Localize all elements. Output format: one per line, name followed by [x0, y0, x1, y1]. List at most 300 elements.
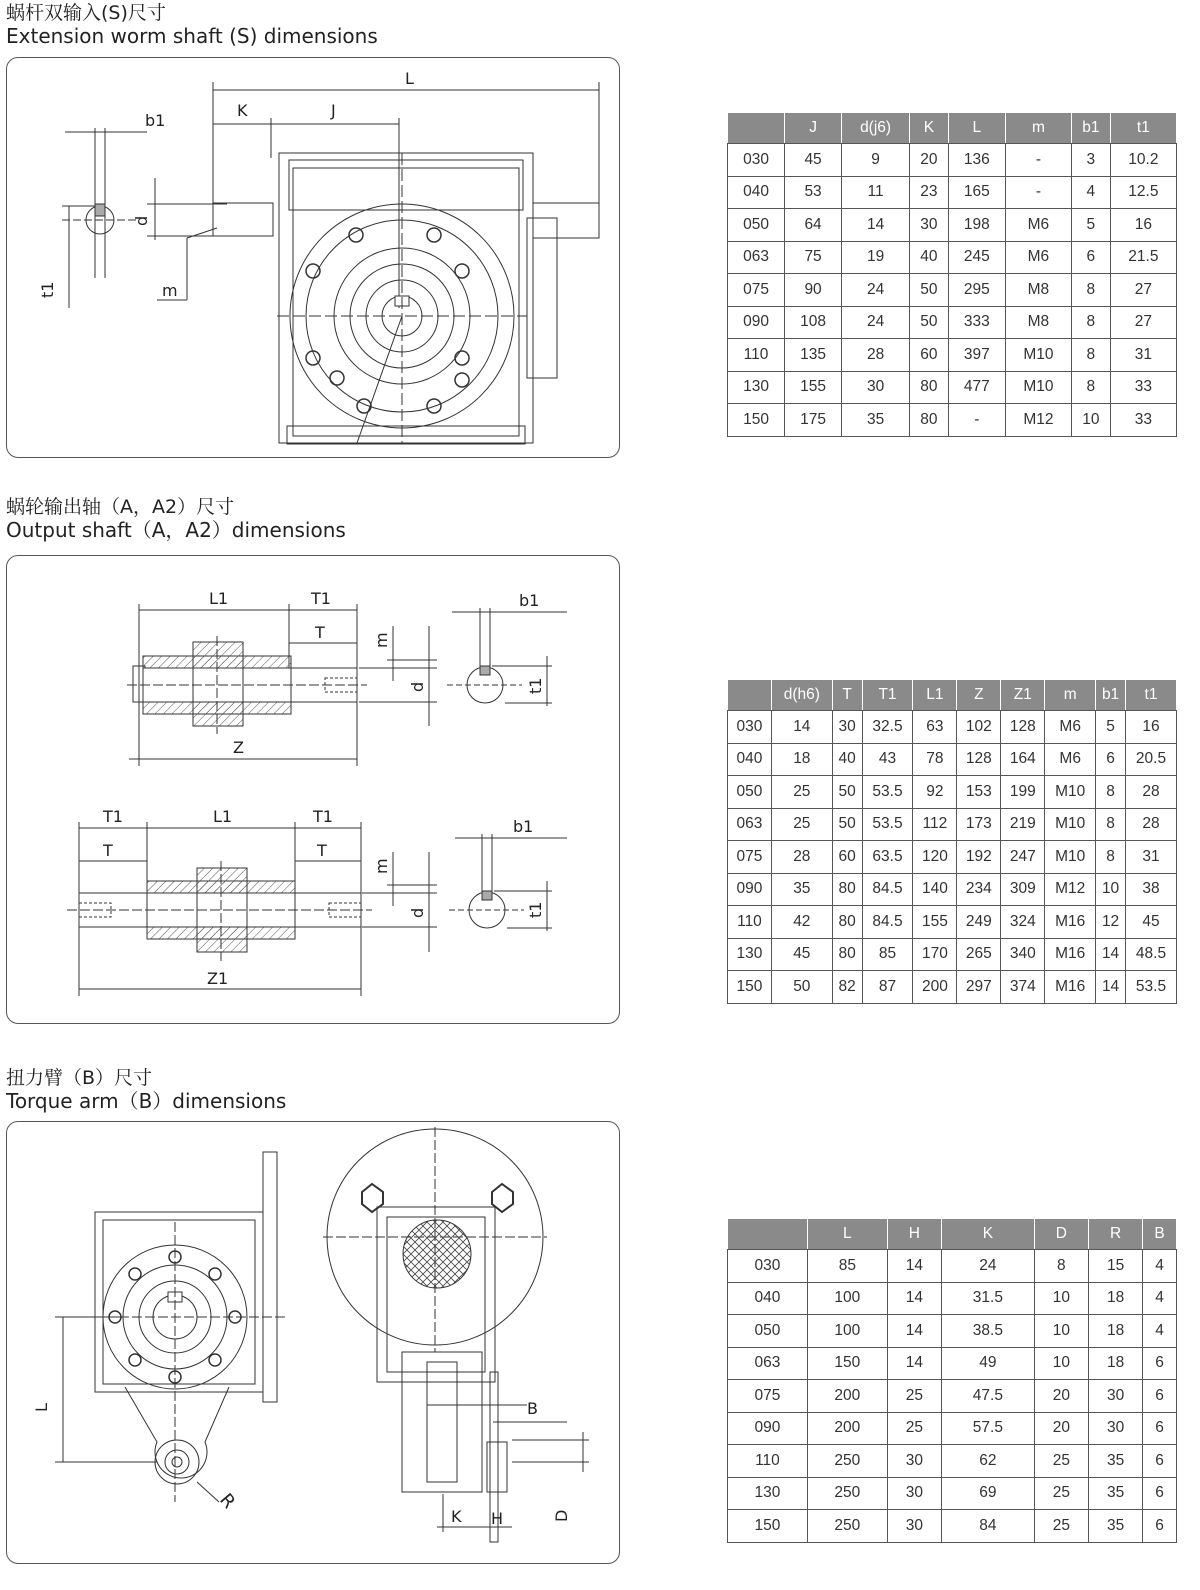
value-cell: 397 — [948, 339, 1005, 372]
value-cell: 173 — [957, 808, 1001, 841]
label-d: d — [132, 215, 151, 226]
dimension-table-b — [727, 1218, 1177, 1543]
header-cell: Z — [957, 680, 1001, 711]
value-cell: 247 — [1001, 841, 1045, 874]
value-cell: 20 — [1034, 1412, 1088, 1445]
table-row — [728, 971, 1177, 1004]
table-row — [728, 1412, 1177, 1445]
value-cell: 155 — [913, 906, 957, 939]
value-cell: 84.5 — [862, 873, 913, 906]
table-row — [728, 1315, 1177, 1348]
size-cell: 030 — [728, 711, 772, 744]
value-cell: 50 — [910, 306, 949, 339]
value-cell: 69 — [942, 1477, 1035, 1510]
table-row — [728, 1477, 1177, 1510]
size-cell: 130 — [728, 938, 772, 971]
size-cell: 063 — [728, 1347, 808, 1380]
value-cell: 14 — [1096, 971, 1126, 1004]
value-cell: 155 — [785, 371, 842, 404]
label-B: B — [527, 1399, 538, 1418]
value-cell: 53.5 — [1125, 971, 1176, 1004]
value-cell: 150 — [807, 1347, 887, 1380]
size-cell: 150 — [728, 1510, 808, 1543]
value-cell: M10 — [1005, 371, 1071, 404]
table-row — [728, 339, 1177, 372]
value-cell: 12.5 — [1110, 176, 1176, 209]
output-shaft-drawing — [7, 556, 620, 1024]
value-cell: 11 — [842, 176, 910, 209]
value-cell: 80 — [832, 938, 862, 971]
header-cell: t1 — [1125, 680, 1176, 711]
value-cell: 28 — [771, 841, 832, 874]
value-cell: 57.5 — [942, 1412, 1035, 1445]
value-cell: M6 — [1045, 711, 1096, 744]
label-b1: b1 — [519, 591, 540, 610]
size-cell: 050 — [728, 209, 785, 242]
table-row — [728, 743, 1177, 776]
value-cell: 64 — [785, 209, 842, 242]
label-T: T — [315, 623, 325, 642]
value-cell: 100 — [807, 1282, 887, 1315]
value-cell: 10 — [1071, 404, 1110, 437]
value-cell: 340 — [1001, 938, 1045, 971]
value-cell: 6 — [1143, 1477, 1177, 1510]
value-cell: 135 — [785, 339, 842, 372]
value-cell: - — [1005, 144, 1071, 177]
value-cell: 30 — [1088, 1412, 1142, 1445]
value-cell: 45 — [1125, 906, 1176, 939]
value-cell: 63 — [913, 711, 957, 744]
value-cell: 82 — [832, 971, 862, 1004]
drawing-panel-a — [6, 555, 620, 1024]
value-cell: 53.5 — [862, 776, 913, 809]
value-cell: 8 — [1096, 776, 1126, 809]
table-row — [728, 873, 1177, 906]
value-cell: 62 — [942, 1445, 1035, 1478]
value-cell: 45 — [771, 938, 832, 971]
value-cell: 250 — [807, 1510, 887, 1543]
value-cell: M6 — [1005, 241, 1071, 274]
value-cell: M16 — [1045, 971, 1096, 1004]
value-cell: 48.5 — [1125, 938, 1176, 971]
value-cell: 6 — [1143, 1445, 1177, 1478]
size-cell: 040 — [728, 176, 785, 209]
value-cell: 32.5 — [862, 711, 913, 744]
table-row — [728, 776, 1177, 809]
size-cell: 063 — [728, 808, 772, 841]
value-cell: 21.5 — [1110, 241, 1176, 274]
value-cell: 12 — [1096, 906, 1126, 939]
label-J: J — [331, 101, 336, 120]
section-title-en: Extension worm shaft (S) dimensions — [6, 24, 378, 48]
value-cell: 165 — [948, 176, 1005, 209]
section-title-en: Output shaft（A，A2）dimensions — [6, 518, 346, 542]
value-cell: 24 — [842, 274, 910, 307]
table-row — [728, 1282, 1177, 1315]
value-cell: 30 — [887, 1445, 941, 1478]
header-cell: b1 — [1096, 680, 1126, 711]
value-cell: 87 — [862, 971, 913, 1004]
label-T1: T1 — [311, 589, 331, 608]
value-cell: 45 — [785, 144, 842, 177]
value-cell: 63.5 — [862, 841, 913, 874]
table-row — [728, 1250, 1177, 1283]
value-cell: 200 — [807, 1412, 887, 1445]
value-cell: 50 — [832, 776, 862, 809]
table-header-row — [728, 113, 1177, 144]
section-title-cn: 蜗杆双输入(S)尺寸 — [6, 2, 166, 24]
value-cell: 19 — [842, 241, 910, 274]
value-cell: 18 — [1088, 1347, 1142, 1380]
value-cell: M10 — [1045, 808, 1096, 841]
value-cell: 10 — [1034, 1347, 1088, 1380]
label-L: L — [32, 1403, 51, 1412]
value-cell: 234 — [957, 873, 1001, 906]
value-cell: 47.5 — [942, 1380, 1035, 1413]
value-cell: 42 — [771, 906, 832, 939]
label-m-lower: m — [372, 858, 391, 874]
header-cell: t1 — [1110, 113, 1176, 144]
value-cell: 140 — [913, 873, 957, 906]
label-D: D — [552, 1509, 571, 1522]
value-cell: 324 — [1001, 906, 1045, 939]
label-Z: Z — [233, 738, 244, 757]
value-cell: 27 — [1110, 306, 1176, 339]
header-cell: K — [910, 113, 949, 144]
table-row — [728, 906, 1177, 939]
header-cell: T — [832, 680, 862, 711]
value-cell: 40 — [910, 241, 949, 274]
value-cell: 80 — [910, 404, 949, 437]
value-cell: 100 — [807, 1315, 887, 1348]
value-cell: 75 — [785, 241, 842, 274]
header-cell-size — [728, 680, 772, 711]
value-cell: 60 — [832, 841, 862, 874]
value-cell: 50 — [910, 274, 949, 307]
value-cell: 8 — [1096, 841, 1126, 874]
value-cell: 49 — [942, 1347, 1035, 1380]
table-header-row — [728, 680, 1177, 711]
value-cell: 31 — [1125, 841, 1176, 874]
header-cell: R — [1088, 1219, 1142, 1250]
value-cell: 30 — [832, 711, 862, 744]
header-cell: m — [1045, 680, 1096, 711]
value-cell: 164 — [1001, 743, 1045, 776]
value-cell: 297 — [957, 971, 1001, 1004]
label-L: L — [405, 69, 414, 88]
size-cell: 110 — [728, 906, 772, 939]
value-cell: 25 — [887, 1412, 941, 1445]
value-cell: 175 — [785, 404, 842, 437]
header-cell: J — [785, 113, 842, 144]
size-cell: 075 — [728, 1380, 808, 1413]
value-cell: 4 — [1071, 176, 1110, 209]
size-cell: 150 — [728, 971, 772, 1004]
value-cell: 24 — [842, 306, 910, 339]
value-cell: 25 — [887, 1380, 941, 1413]
value-cell: 20 — [1034, 1380, 1088, 1413]
value-cell: 25 — [1034, 1477, 1088, 1510]
table-row — [728, 1510, 1177, 1543]
value-cell: 30 — [887, 1510, 941, 1543]
size-cell: 110 — [728, 339, 785, 372]
value-cell: 8 — [1071, 371, 1110, 404]
label-L1-lower: L1 — [213, 807, 233, 826]
label-T-right: T — [317, 841, 327, 860]
value-cell: 80 — [910, 371, 949, 404]
header-cell: D — [1034, 1219, 1088, 1250]
value-cell: 25 — [1034, 1510, 1088, 1543]
value-cell: 245 — [948, 241, 1005, 274]
value-cell: 5 — [1096, 711, 1126, 744]
value-cell: 112 — [913, 808, 957, 841]
value-cell: 24 — [942, 1250, 1035, 1283]
label-K: K — [451, 1507, 462, 1526]
value-cell: 128 — [957, 743, 1001, 776]
value-cell: 120 — [913, 841, 957, 874]
label-d-lower: d — [408, 907, 427, 918]
value-cell: M16 — [1045, 906, 1096, 939]
value-cell: 249 — [957, 906, 1001, 939]
value-cell: 18 — [1088, 1282, 1142, 1315]
value-cell: M8 — [1005, 306, 1071, 339]
value-cell: 8 — [1096, 808, 1126, 841]
value-cell: 8 — [1071, 274, 1110, 307]
value-cell: 6 — [1071, 241, 1110, 274]
table-row — [728, 841, 1177, 874]
size-cell: 050 — [728, 776, 772, 809]
value-cell: 170 — [913, 938, 957, 971]
size-cell: 130 — [728, 371, 785, 404]
header-cell: H — [887, 1219, 941, 1250]
value-cell: 8 — [1034, 1250, 1088, 1283]
label-T-left: T — [103, 841, 113, 860]
header-cell: L1 — [913, 680, 957, 711]
size-cell: 130 — [728, 1477, 808, 1510]
value-cell: 333 — [948, 306, 1005, 339]
value-cell: 28 — [1125, 776, 1176, 809]
value-cell: 35 — [1088, 1510, 1142, 1543]
value-cell: 50 — [771, 971, 832, 1004]
value-cell: 6 — [1143, 1347, 1177, 1380]
value-cell: 31 — [1110, 339, 1176, 372]
value-cell: 35 — [842, 404, 910, 437]
section-title-s — [6, 2, 378, 48]
value-cell: 200 — [913, 971, 957, 1004]
value-cell: 10 — [1034, 1315, 1088, 1348]
value-cell: 25 — [771, 808, 832, 841]
header-cell: Z1 — [1001, 680, 1045, 711]
value-cell: 10 — [1034, 1282, 1088, 1315]
value-cell: 8 — [1071, 339, 1110, 372]
value-cell: 6 — [1096, 743, 1126, 776]
value-cell: 85 — [807, 1250, 887, 1283]
value-cell: 60 — [910, 339, 949, 372]
value-cell: 309 — [1001, 873, 1045, 906]
label-t1: t1 — [38, 281, 57, 298]
header-cell: T1 — [862, 680, 913, 711]
value-cell: 4 — [1143, 1282, 1177, 1315]
label-t1: t1 — [526, 677, 545, 694]
label-b1: b1 — [145, 111, 166, 130]
value-cell: 35 — [1088, 1445, 1142, 1478]
label-t1-lower: t1 — [526, 901, 545, 918]
value-cell: M6 — [1045, 743, 1096, 776]
value-cell: 80 — [832, 906, 862, 939]
value-cell: - — [1005, 176, 1071, 209]
value-cell: 53 — [785, 176, 842, 209]
label-L1: L1 — [209, 589, 229, 608]
value-cell: M12 — [1045, 873, 1096, 906]
table-row — [728, 1347, 1177, 1380]
header-cell: b1 — [1071, 113, 1110, 144]
header-cell: L — [948, 113, 1005, 144]
table-row — [728, 209, 1177, 242]
value-cell: 6 — [1143, 1380, 1177, 1413]
value-cell: 219 — [1001, 808, 1045, 841]
label-K: K — [237, 101, 248, 120]
value-cell: - — [948, 404, 1005, 437]
size-cell: 075 — [728, 274, 785, 307]
value-cell: 30 — [842, 371, 910, 404]
value-cell: 92 — [913, 776, 957, 809]
value-cell: 38 — [1125, 873, 1176, 906]
value-cell: 108 — [785, 306, 842, 339]
value-cell: 80 — [832, 873, 862, 906]
value-cell: 15 — [1088, 1250, 1142, 1283]
value-cell: 4 — [1143, 1250, 1177, 1283]
value-cell: 18 — [771, 743, 832, 776]
header-cell: m — [1005, 113, 1071, 144]
section-title-a — [6, 496, 346, 542]
table-row — [728, 371, 1177, 404]
label-R: R — [215, 1489, 240, 1513]
value-cell: 136 — [948, 144, 1005, 177]
value-cell: 6 — [1143, 1510, 1177, 1543]
value-cell: 4 — [1143, 1315, 1177, 1348]
value-cell: 90 — [785, 274, 842, 307]
table-row — [728, 1380, 1177, 1413]
value-cell: 10 — [1096, 873, 1126, 906]
header-cell: d(j6) — [842, 113, 910, 144]
size-cell: 090 — [728, 306, 785, 339]
table-row — [728, 711, 1177, 744]
value-cell: M16 — [1045, 938, 1096, 971]
value-cell: 50 — [832, 808, 862, 841]
value-cell: 40 — [832, 743, 862, 776]
label-H: H — [491, 1509, 504, 1528]
table-row — [728, 938, 1177, 971]
value-cell: 78 — [913, 743, 957, 776]
value-cell: 33 — [1110, 404, 1176, 437]
value-cell: 38.5 — [942, 1315, 1035, 1348]
value-cell: M12 — [1005, 404, 1071, 437]
value-cell: 53.5 — [862, 808, 913, 841]
table-row — [728, 241, 1177, 274]
value-cell: 43 — [862, 743, 913, 776]
value-cell: 153 — [957, 776, 1001, 809]
worm-shaft-drawing — [7, 58, 620, 458]
size-cell: 090 — [728, 873, 772, 906]
value-cell: 250 — [807, 1445, 887, 1478]
value-cell: 14 — [887, 1250, 941, 1283]
value-cell: 8 — [1071, 306, 1110, 339]
label-m: m — [162, 281, 178, 300]
table-row — [728, 404, 1177, 437]
value-cell: 6 — [1143, 1412, 1177, 1445]
size-cell: 040 — [728, 1282, 808, 1315]
value-cell: 30 — [910, 209, 949, 242]
value-cell: 14 — [842, 209, 910, 242]
table-row — [728, 144, 1177, 177]
header-cell: d(h6) — [771, 680, 832, 711]
value-cell: 25 — [771, 776, 832, 809]
dimension-table-a — [727, 679, 1177, 1004]
header-cell: K — [942, 1219, 1035, 1250]
torque-arm-drawing — [7, 1122, 620, 1564]
value-cell: 295 — [948, 274, 1005, 307]
size-cell: 063 — [728, 241, 785, 274]
value-cell: M10 — [1045, 776, 1096, 809]
value-cell: 20.5 — [1125, 743, 1176, 776]
section-title-cn: 扭力臂（B）尺寸 — [6, 1067, 153, 1089]
value-cell: M10 — [1045, 841, 1096, 874]
table-row — [728, 176, 1177, 209]
value-cell: M10 — [1005, 339, 1071, 372]
drawing-panel-b — [6, 1121, 620, 1564]
table-row — [728, 306, 1177, 339]
value-cell: M8 — [1005, 274, 1071, 307]
value-cell: 16 — [1125, 711, 1176, 744]
value-cell: 33 — [1110, 371, 1176, 404]
size-cell: 090 — [728, 1412, 808, 1445]
value-cell: 84 — [942, 1510, 1035, 1543]
value-cell: 14 — [887, 1315, 941, 1348]
value-cell: 265 — [957, 938, 1001, 971]
value-cell: 14 — [887, 1282, 941, 1315]
label-d: d — [408, 681, 427, 692]
dimension-table-s — [727, 112, 1177, 437]
label-Z1: Z1 — [207, 969, 229, 988]
value-cell: 10.2 — [1110, 144, 1176, 177]
label-T1-left: T1 — [103, 807, 123, 826]
value-cell: 31.5 — [942, 1282, 1035, 1315]
value-cell: 200 — [807, 1380, 887, 1413]
value-cell: 16 — [1110, 209, 1176, 242]
value-cell: M6 — [1005, 209, 1071, 242]
size-cell: 075 — [728, 841, 772, 874]
header-cell-size — [728, 113, 785, 144]
value-cell: 27 — [1110, 274, 1176, 307]
value-cell: 199 — [1001, 776, 1045, 809]
size-cell: 030 — [728, 1250, 808, 1283]
value-cell: 9 — [842, 144, 910, 177]
value-cell: 25 — [1034, 1445, 1088, 1478]
size-cell: 040 — [728, 743, 772, 776]
value-cell: 102 — [957, 711, 1001, 744]
value-cell: 84.5 — [862, 906, 913, 939]
size-cell: 030 — [728, 144, 785, 177]
table-row — [728, 1445, 1177, 1478]
table-header-row — [728, 1219, 1177, 1250]
value-cell: 250 — [807, 1477, 887, 1510]
section-title-b — [6, 1067, 286, 1113]
value-cell: 85 — [862, 938, 913, 971]
value-cell: 198 — [948, 209, 1005, 242]
section-title-cn: 蜗轮输出轴（A，A2）尺寸 — [6, 496, 235, 518]
label-b1-lower: b1 — [513, 817, 534, 836]
size-cell: 110 — [728, 1445, 808, 1478]
